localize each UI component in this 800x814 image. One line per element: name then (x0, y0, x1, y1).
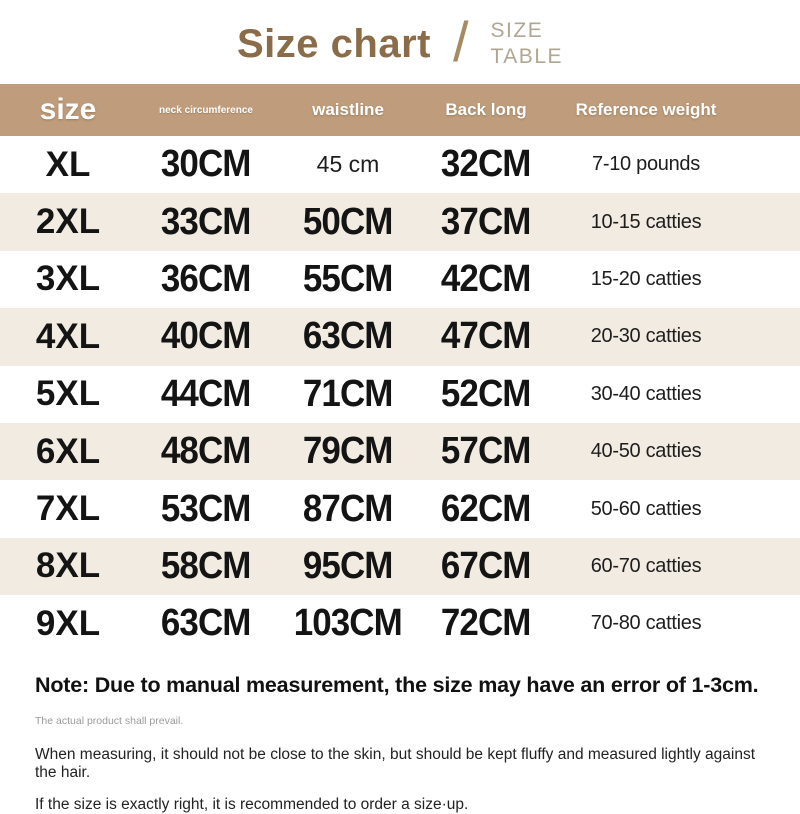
back-long-cell (420, 545, 552, 588)
measurement-value: 71CM (303, 372, 393, 415)
reference-weight-cell: 40-50 catties (590, 440, 702, 463)
table-row (0, 136, 800, 193)
slash-divider: / (452, 9, 469, 73)
size-cell: 9XL (35, 603, 101, 643)
measurement-value: 32CM (441, 143, 531, 186)
column-header-back-long: Back long (445, 100, 527, 119)
table-row (0, 538, 800, 595)
footer-notes (0, 653, 800, 814)
measurement-value: 55CM (303, 257, 393, 300)
back-long-cell (420, 430, 552, 473)
size-cell: 2XL (35, 202, 101, 242)
measurement-value: 52CM (441, 372, 531, 415)
measurement-value: 36CM (161, 257, 251, 300)
measurement-value: 42CM (441, 257, 531, 300)
measurement-value: 103CM (293, 602, 403, 645)
measurement-value: 50CM (303, 200, 393, 243)
waistline-cell (276, 258, 420, 301)
measurement-value: 44CM (161, 372, 251, 415)
reference-weight-cell: 15-20 catties (590, 267, 702, 290)
waistline-cell (276, 315, 420, 358)
reference-weight-cell: 60-70 catties (590, 554, 702, 577)
back-long-cell (420, 258, 552, 301)
neck-circumference-cell (136, 430, 276, 473)
note-actual-product: The actual product shall prevail. (35, 714, 184, 727)
measurement-value: 37CM (441, 200, 531, 243)
measurement-value: 33CM (161, 200, 251, 243)
waistline-cell (276, 373, 420, 416)
measurement-value: 57CM (441, 430, 531, 473)
size-cell: 8XL (35, 546, 101, 586)
column-header-waistline: waistline (312, 100, 384, 119)
size-table-header-row (0, 84, 800, 136)
note-measuring-advice: When measuring, it should not be close to the skin, but should be kept fluffy and measured lightly against the hair. (35, 745, 756, 781)
back-long-cell (420, 602, 552, 645)
back-long-cell (420, 373, 552, 416)
size-cell: 5XL (35, 374, 101, 414)
page-header (0, 0, 800, 84)
back-long-cell (420, 488, 552, 531)
back-long-cell (420, 315, 552, 358)
size-cell: XL (45, 144, 91, 184)
page-subtitle-line2: TABLE (490, 45, 563, 68)
reference-weight-cell: 10-15 catties (590, 210, 702, 233)
neck-circumference-cell (136, 258, 276, 301)
neck-circumference-cell (136, 143, 276, 186)
measurement-value: 40CM (161, 315, 251, 358)
page-title: Size chart (237, 21, 431, 66)
page-subtitle (491, 18, 563, 71)
neck-circumference-cell (136, 373, 276, 416)
measurement-value: 95CM (303, 544, 393, 587)
measurement-value: 63CM (303, 315, 393, 358)
reference-weight-cell: 30-40 catties (590, 382, 702, 405)
neck-circumference-cell (136, 545, 276, 588)
back-long-cell (420, 201, 552, 244)
size-table-body (0, 136, 800, 653)
note-size-up-advice: If the size is exactly right, it is recommended to order a size·up. (35, 795, 469, 813)
table-row (0, 308, 800, 365)
neck-circumference-cell (136, 602, 276, 645)
column-header-neck-circumference: neck circumference (159, 104, 253, 116)
column-header-size: size (39, 93, 97, 126)
neck-circumference-cell (136, 315, 276, 358)
neck-circumference-cell (136, 201, 276, 244)
measurement-value: 79CM (303, 430, 393, 473)
size-cell: 7XL (35, 489, 101, 529)
waistline-cell: 45 cm (316, 151, 380, 178)
size-cell: 4XL (35, 316, 101, 356)
measurement-value: 48CM (161, 430, 251, 473)
measurement-value: 53CM (161, 487, 251, 530)
measurement-value: 87CM (303, 487, 393, 530)
waistline-cell (276, 430, 420, 473)
note-measurement-error: Note: Due to manual measurement, the size may have an error of 1-3cm. (35, 672, 759, 697)
measurement-value: 62CM (441, 487, 531, 530)
waistline-cell (276, 488, 420, 531)
measurement-value: 72CM (441, 602, 531, 645)
size-cell: 3XL (35, 259, 101, 299)
neck-circumference-cell (136, 488, 276, 531)
reference-weight-cell: 50-60 catties (590, 497, 702, 520)
table-row (0, 423, 800, 480)
reference-weight-cell: 7-10 pounds (592, 153, 700, 176)
waistline-cell (276, 201, 420, 244)
waistline-cell (276, 602, 420, 645)
table-row (0, 193, 800, 250)
page-subtitle-line1: SIZE (490, 18, 544, 42)
size-cell: 6XL (35, 431, 101, 471)
table-row (0, 251, 800, 308)
measurement-value: 63CM (161, 602, 251, 645)
waistline-cell (276, 545, 420, 588)
measurement-value: 67CM (441, 544, 531, 587)
measurement-value: 30CM (161, 143, 251, 186)
table-row (0, 366, 800, 423)
measurement-value: 58CM (161, 544, 251, 587)
back-long-cell (420, 143, 552, 186)
reference-weight-cell: 20-30 catties (590, 325, 702, 348)
column-header-reference-weight: Reference weight (575, 100, 717, 119)
size-table (0, 84, 800, 653)
measurement-value: 47CM (441, 315, 531, 358)
table-row (0, 480, 800, 537)
reference-weight-cell: 70-80 catties (590, 612, 702, 635)
table-row (0, 595, 800, 652)
